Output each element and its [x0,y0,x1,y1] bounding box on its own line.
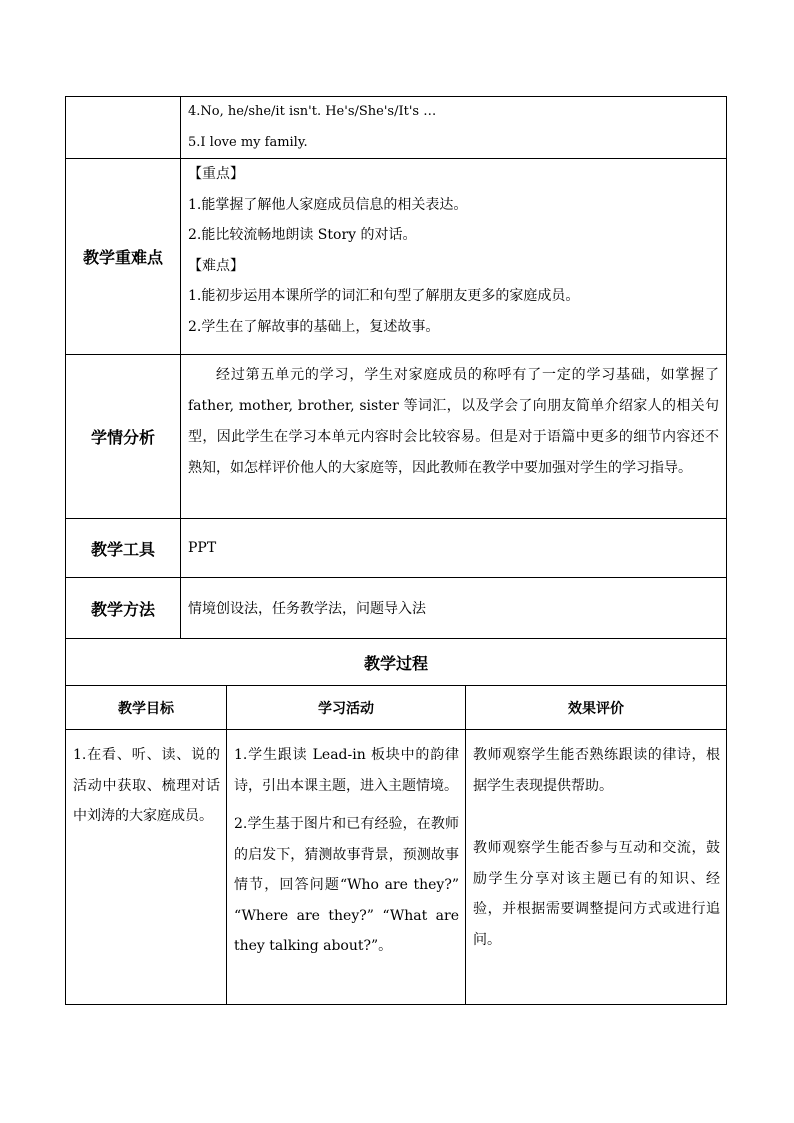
evaluation-spacer [466,801,726,833]
analysis-label: 学情分析 [66,355,181,519]
difficulty-item-2: 2.学生在了解故事的基础上，复述故事。 [188,318,440,335]
methods-row [66,578,727,639]
evaluation-2: 教师观察学生能否参与互动和交流，鼓励学生分享对该主题已有的知识、经验，并根据需要调整提问方式或进行追问。 [473,840,721,948]
activity-1: 1.学生跟读 Lead-in 板块中的韵律诗，引出本课主题，进入主题情境。 [234,747,459,794]
sentence-line-4: 4.No, he/she/it isn't. He's/She's/It's … [188,104,437,119]
sentence-patterns-cell [181,97,727,159]
tools-value: PPT [181,519,727,578]
focus-header: 【重点】 [188,166,244,182]
process-title-row [66,639,727,686]
focus-item-2: 2.能比较流畅地朗读 Story 的对话。 [188,227,417,243]
sentence-patterns-row [66,97,727,159]
difficulty-item-1: 1.能初步运用本课所学的词汇和句型了解朋友更多的家庭成员。 [188,288,580,304]
tools-row [66,519,727,578]
column-header-goal: 教学目标 [66,686,227,730]
focus-item-1: 1.能掌握了解他人家庭成员信息的相关表达。 [188,196,468,213]
process-header-row [66,686,727,730]
goal-cell [66,730,227,1005]
key-points-cell [181,159,727,355]
goal-text: 1.在看、听、读、说的活动中获取、梳理对话中刘涛的大家庭成员。 [73,747,220,824]
analysis-row [66,355,727,519]
methods-value: 情境创设法，任务教学法，问题导入法 [181,578,727,639]
difficulty-header: 【难点】 [188,257,244,274]
evaluation-1: 教师观察学生能否熟练跟读的律诗，根据学生表现提供帮助。 [473,747,721,794]
key-points-row [66,159,727,355]
empty-label-cell [66,97,181,159]
process-content-row [66,730,727,1005]
sentence-line-5: 5.I love my family. [188,134,308,150]
analysis-cell [181,355,727,519]
key-points-label: 教学重难点 [66,159,181,355]
column-header-evaluation: 效果评价 [466,686,727,730]
activity-cell [227,730,466,1005]
methods-label: 教学方法 [66,578,181,639]
process-title: 教学过程 [66,639,727,686]
activity-2: 2.学生基于图片和已有经验，在教师的启发下，猜测故事背景，预测故事情节，回答问题“Who are they?” “Where are they?” “What are they talking about?”。 [234,816,459,954]
lesson-plan-table [65,96,727,1005]
analysis-text: 经过第五单元的学习，学生对家庭成员的称呼有了一定的学习基础，如掌握了 father, mother, brother, sister 等词汇，以及学会了向朋友简单介绍家人的相关句型，因此学生在学习本单元内容时会比较容易。但是对于语篇中更多的细节内容还不熟知，如怎样评价他人的大家庭等，因此教师在教学中要加强对学生的学习指导。 [188,367,720,476]
tools-label: 教学工具 [66,519,181,578]
column-header-activity: 学习活动 [227,686,466,730]
evaluation-cell [466,730,727,1005]
